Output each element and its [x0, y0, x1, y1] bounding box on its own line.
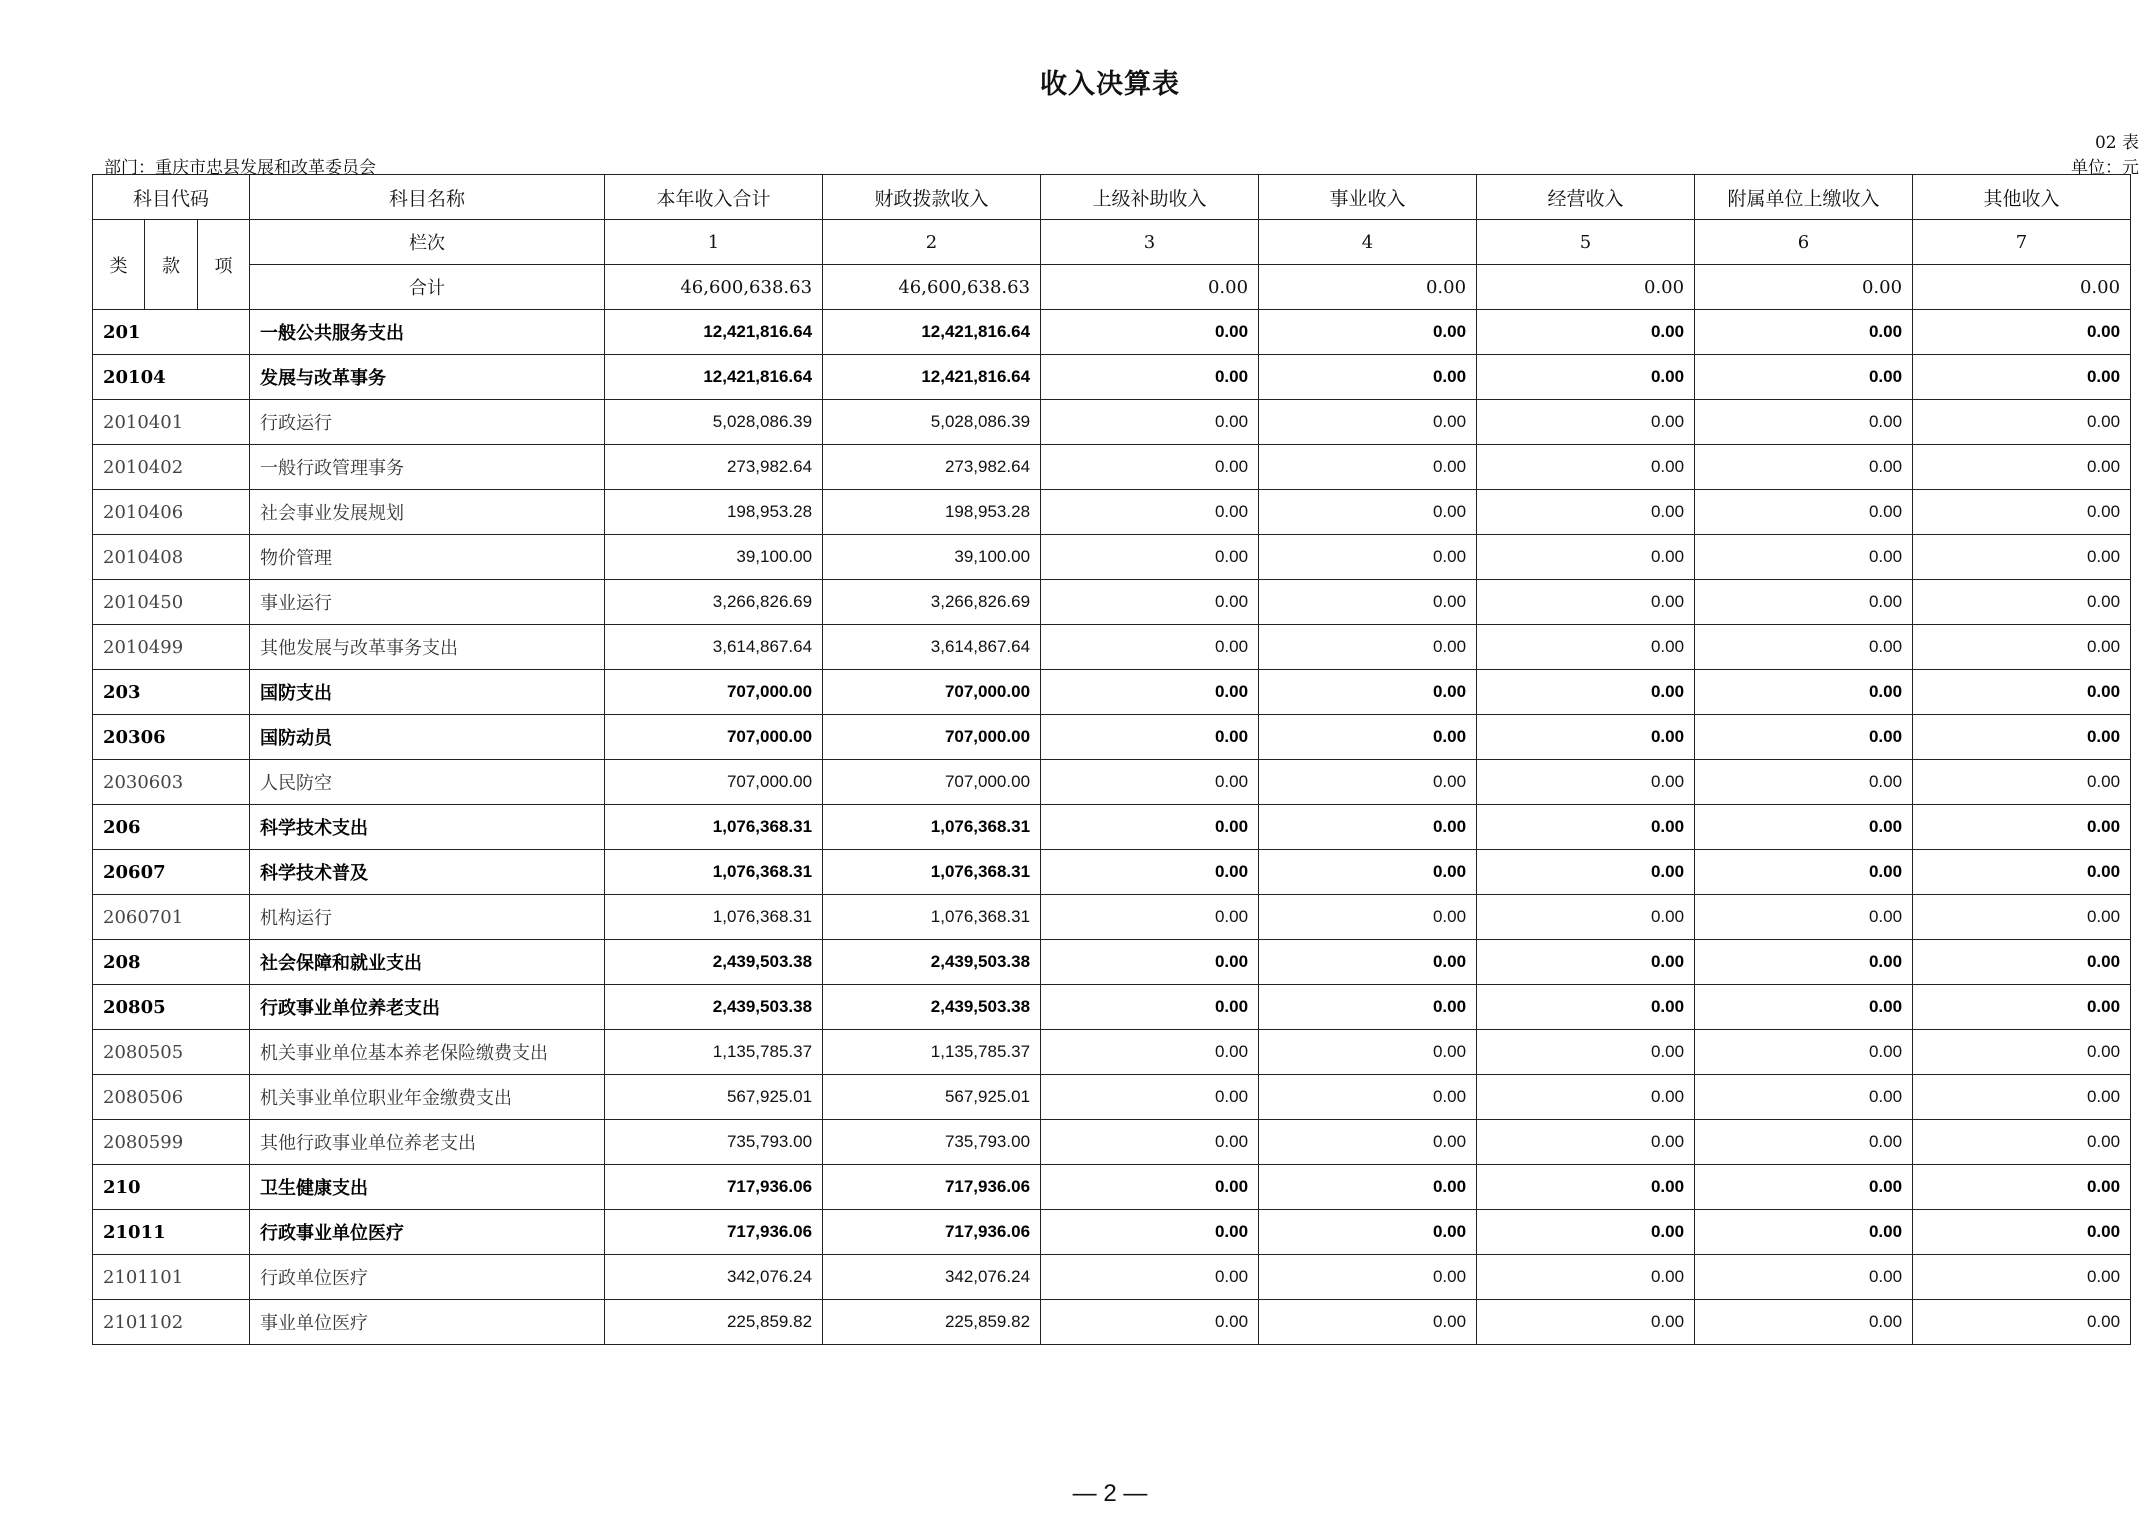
row-value: 0.00	[1477, 1165, 1695, 1210]
row-value: 0.00	[1913, 580, 2131, 625]
row-name: 机关事业单位基本养老保险缴费支出	[250, 1030, 605, 1075]
row-name: 卫生健康支出	[250, 1165, 605, 1210]
row-value: 0.00	[1695, 355, 1913, 400]
header-code: 科目代码	[93, 175, 250, 220]
row-value: 0.00	[1259, 850, 1477, 895]
row-code: 2080506	[93, 1075, 250, 1120]
row-value: 0.00	[1041, 895, 1259, 940]
row-value: 0.00	[1041, 760, 1259, 805]
row-value: 0.00	[1259, 940, 1477, 985]
row-value: 3,614,867.64	[823, 625, 1041, 670]
row-value: 0.00	[1913, 490, 2131, 535]
row-value: 0.00	[1259, 760, 1477, 805]
row-value: 0.00	[1695, 1075, 1913, 1120]
header-col-5: 经营收入	[1477, 175, 1695, 220]
row-value: 0.00	[1695, 1120, 1913, 1165]
row-code: 2080505	[93, 1030, 250, 1075]
row-name: 行政事业单位养老支出	[250, 985, 605, 1030]
row-value: 0.00	[1259, 490, 1477, 535]
row-value: 707,000.00	[605, 715, 823, 760]
total-row	[93, 265, 2131, 310]
row-value: 273,982.64	[605, 445, 823, 490]
row-code: 2010406	[93, 490, 250, 535]
row-value: 735,793.00	[605, 1120, 823, 1165]
row-name: 国防支出	[250, 670, 605, 715]
row-value: 225,859.82	[605, 1300, 823, 1345]
row-name: 物价管理	[250, 535, 605, 580]
table-row	[93, 1210, 2131, 1255]
row-value: 0.00	[1913, 1165, 2131, 1210]
row-value: 1,076,368.31	[605, 850, 823, 895]
table-row	[93, 940, 2131, 985]
row-value: 0.00	[1259, 535, 1477, 580]
header-col-6: 附属单位上缴收入	[1695, 175, 1913, 220]
row-value: 0.00	[1695, 670, 1913, 715]
row-value: 3,266,826.69	[823, 580, 1041, 625]
table-row	[93, 535, 2131, 580]
row-value: 0.00	[1913, 850, 2131, 895]
row-value: 0.00	[1041, 715, 1259, 760]
row-code: 2010401	[93, 400, 250, 445]
row-code: 2101102	[93, 1300, 250, 1345]
row-name: 机构运行	[250, 895, 605, 940]
table-row	[93, 1255, 2131, 1300]
row-value: 0.00	[1477, 400, 1695, 445]
row-value: 0.00	[1259, 1165, 1477, 1210]
row-value: 0.00	[1913, 940, 2131, 985]
row-name: 事业运行	[250, 580, 605, 625]
row-value: 0.00	[1041, 310, 1259, 355]
row-value: 735,793.00	[823, 1120, 1041, 1165]
row-value: 0.00	[1041, 1210, 1259, 1255]
table-row	[93, 1300, 2131, 1345]
row-code: 210	[93, 1165, 250, 1210]
row-value: 0.00	[1695, 490, 1913, 535]
row-value: 3,266,826.69	[605, 580, 823, 625]
row-value: 717,936.06	[823, 1165, 1041, 1210]
row-name: 社会事业发展规划	[250, 490, 605, 535]
header-name: 科目名称	[250, 175, 605, 220]
table-row	[93, 490, 2131, 535]
table-row	[93, 805, 2131, 850]
header-xiang: 项	[198, 220, 250, 310]
row-value: 0.00	[1477, 1030, 1695, 1075]
row-value: 0.00	[1041, 490, 1259, 535]
header-col-3: 上级补助收入	[1041, 175, 1259, 220]
row-value: 3,614,867.64	[605, 625, 823, 670]
table-row	[93, 850, 2131, 895]
row-value: 707,000.00	[605, 760, 823, 805]
row-value: 0.00	[1695, 1210, 1913, 1255]
row-value: 12,421,816.64	[823, 310, 1041, 355]
row-value: 0.00	[1695, 715, 1913, 760]
row-value: 0.00	[1695, 760, 1913, 805]
row-value: 0.00	[1695, 580, 1913, 625]
row-value: 707,000.00	[605, 670, 823, 715]
row-value: 0.00	[1041, 1120, 1259, 1165]
row-name: 行政事业单位医疗	[250, 1210, 605, 1255]
row-code: 2010402	[93, 445, 250, 490]
row-value: 717,936.06	[605, 1210, 823, 1255]
row-name: 一般行政管理事务	[250, 445, 605, 490]
page-number: — 2 —	[1072, 1480, 1148, 1507]
row-value: 12,421,816.64	[823, 355, 1041, 400]
table-row	[93, 715, 2131, 760]
row-value: 0.00	[1477, 1255, 1695, 1300]
row-value: 0.00	[1259, 715, 1477, 760]
row-value: 0.00	[1913, 895, 2131, 940]
row-value: 0.00	[1913, 535, 2131, 580]
row-value: 0.00	[1041, 805, 1259, 850]
header-col-1: 本年收入合计	[605, 175, 823, 220]
row-value: 2,439,503.38	[605, 985, 823, 1030]
table-body	[93, 310, 2131, 1345]
table-row	[93, 670, 2131, 715]
department-label: 部门：重庆市忠县发展和改革委员会	[104, 158, 376, 178]
header-col-4: 事业收入	[1259, 175, 1477, 220]
row-value: 0.00	[1913, 1300, 2131, 1345]
table-row	[93, 895, 2131, 940]
row-value: 0.00	[1041, 985, 1259, 1030]
row-code: 201	[93, 310, 250, 355]
column-number-row	[93, 220, 2131, 265]
row-value: 0.00	[1477, 535, 1695, 580]
row-value: 0.00	[1695, 850, 1913, 895]
row-value: 1,135,785.37	[605, 1030, 823, 1075]
row-code: 2010450	[93, 580, 250, 625]
table-row	[93, 1030, 2131, 1075]
row-value: 0.00	[1259, 805, 1477, 850]
row-code: 20306	[93, 715, 250, 760]
row-value: 0.00	[1913, 310, 2131, 355]
table-row	[93, 985, 2131, 1030]
row-value: 0.00	[1041, 625, 1259, 670]
row-value: 0.00	[1259, 1255, 1477, 1300]
header-col-7: 其他收入	[1913, 175, 2131, 220]
row-value: 0.00	[1041, 1255, 1259, 1300]
row-value: 0.00	[1695, 985, 1913, 1030]
row-value: 0.00	[1259, 670, 1477, 715]
row-value: 0.00	[1259, 1210, 1477, 1255]
total-value: 46,600,638.63	[605, 265, 823, 310]
row-name: 事业单位医疗	[250, 1300, 605, 1345]
col-number-3: 3	[1041, 220, 1259, 265]
row-value: 198,953.28	[605, 490, 823, 535]
row-value: 0.00	[1695, 1165, 1913, 1210]
row-value: 0.00	[1913, 985, 2131, 1030]
col-number-7: 7	[1913, 220, 2131, 265]
row-value: 0.00	[1913, 625, 2131, 670]
col-number-2: 2	[823, 220, 1041, 265]
row-code: 2010408	[93, 535, 250, 580]
table-row	[93, 625, 2131, 670]
row-value: 0.00	[1041, 850, 1259, 895]
table-row	[93, 1075, 2131, 1120]
row-value: 1,076,368.31	[823, 850, 1041, 895]
header-col-2: 财政拨款收入	[823, 175, 1041, 220]
row-value: 0.00	[1477, 1120, 1695, 1165]
total-value: 0.00	[1695, 265, 1913, 310]
col-number-5: 5	[1477, 220, 1695, 265]
row-name: 一般公共服务支出	[250, 310, 605, 355]
row-value: 0.00	[1477, 355, 1695, 400]
row-code: 2010499	[93, 625, 250, 670]
total-label: 合计	[250, 265, 605, 310]
row-value: 0.00	[1041, 1300, 1259, 1345]
row-value: 0.00	[1695, 940, 1913, 985]
row-value: 0.00	[1259, 580, 1477, 625]
row-name: 行政运行	[250, 400, 605, 445]
row-value: 39,100.00	[605, 535, 823, 580]
row-code: 20805	[93, 985, 250, 1030]
table-row	[93, 1120, 2131, 1165]
table-row	[93, 580, 2131, 625]
row-value: 12,421,816.64	[605, 310, 823, 355]
row-value: 2,439,503.38	[823, 985, 1041, 1030]
row-value: 0.00	[1695, 1255, 1913, 1300]
table-number: 02 表	[2094, 133, 2139, 153]
row-value: 0.00	[1477, 580, 1695, 625]
row-code: 20104	[93, 355, 250, 400]
row-value: 0.00	[1695, 625, 1913, 670]
row-code: 2080599	[93, 1120, 250, 1165]
row-value: 0.00	[1041, 1075, 1259, 1120]
table-row	[93, 1165, 2131, 1210]
row-value: 0.00	[1477, 310, 1695, 355]
row-value: 0.00	[1695, 445, 1913, 490]
row-value: 0.00	[1041, 670, 1259, 715]
header-lanci: 栏次	[250, 220, 605, 265]
row-value: 0.00	[1477, 805, 1695, 850]
table-row	[93, 310, 2131, 355]
page-title: 收入决算表	[1040, 69, 1180, 100]
header-row	[93, 175, 2131, 220]
row-value: 0.00	[1477, 1075, 1695, 1120]
row-name: 机关事业单位职业年金缴费支出	[250, 1075, 605, 1120]
row-value: 0.00	[1695, 1030, 1913, 1075]
row-value: 0.00	[1259, 310, 1477, 355]
row-value: 225,859.82	[823, 1300, 1041, 1345]
row-value: 0.00	[1041, 1030, 1259, 1075]
unit-label: 单位：元	[2071, 158, 2139, 178]
row-value: 12,421,816.64	[605, 355, 823, 400]
row-value: 0.00	[1913, 1030, 2131, 1075]
row-value: 0.00	[1477, 1300, 1695, 1345]
row-value: 0.00	[1913, 805, 2131, 850]
row-value: 0.00	[1913, 715, 2131, 760]
row-value: 0.00	[1695, 895, 1913, 940]
table-row	[93, 760, 2131, 805]
row-value: 0.00	[1259, 355, 1477, 400]
row-value: 707,000.00	[823, 760, 1041, 805]
row-value: 0.00	[1041, 445, 1259, 490]
row-value: 0.00	[1477, 850, 1695, 895]
total-value: 46,600,638.63	[823, 265, 1041, 310]
row-value: 1,135,785.37	[823, 1030, 1041, 1075]
row-value: 0.00	[1259, 625, 1477, 670]
header-lei: 类	[93, 220, 145, 310]
row-value: 707,000.00	[823, 670, 1041, 715]
row-value: 0.00	[1041, 355, 1259, 400]
row-value: 0.00	[1477, 670, 1695, 715]
row-value: 717,936.06	[823, 1210, 1041, 1255]
row-value: 0.00	[1913, 670, 2131, 715]
row-value: 0.00	[1259, 1300, 1477, 1345]
row-value: 0.00	[1913, 445, 2131, 490]
row-value: 273,982.64	[823, 445, 1041, 490]
col-number-6: 6	[1695, 220, 1913, 265]
row-value: 1,076,368.31	[605, 805, 823, 850]
row-value: 0.00	[1477, 445, 1695, 490]
row-value: 717,936.06	[605, 1165, 823, 1210]
row-value: 0.00	[1477, 760, 1695, 805]
row-value: 0.00	[1477, 985, 1695, 1030]
row-value: 0.00	[1913, 1210, 2131, 1255]
row-value: 707,000.00	[823, 715, 1041, 760]
income-table	[92, 174, 2131, 1345]
total-value: 0.00	[1477, 265, 1695, 310]
row-value: 0.00	[1041, 580, 1259, 625]
col-number-1: 1	[605, 220, 823, 265]
header-kuan: 款	[145, 220, 198, 310]
row-code: 208	[93, 940, 250, 985]
row-value: 567,925.01	[823, 1075, 1041, 1120]
row-name: 科学技术普及	[250, 850, 605, 895]
row-value: 0.00	[1259, 1120, 1477, 1165]
total-value: 0.00	[1259, 265, 1477, 310]
table-row	[93, 355, 2131, 400]
row-value: 39,100.00	[823, 535, 1041, 580]
total-value: 0.00	[1913, 265, 2131, 310]
row-value: 2,439,503.38	[823, 940, 1041, 985]
row-value: 0.00	[1913, 760, 2131, 805]
row-code: 2060701	[93, 895, 250, 940]
row-value: 0.00	[1695, 535, 1913, 580]
row-name: 行政单位医疗	[250, 1255, 605, 1300]
row-value: 0.00	[1477, 940, 1695, 985]
row-value: 0.00	[1913, 1075, 2131, 1120]
row-code: 2101101	[93, 1255, 250, 1300]
row-value: 0.00	[1259, 895, 1477, 940]
row-value: 0.00	[1259, 985, 1477, 1030]
row-value: 567,925.01	[605, 1075, 823, 1120]
row-code: 203	[93, 670, 250, 715]
row-name: 社会保障和就业支出	[250, 940, 605, 985]
row-value: 0.00	[1477, 490, 1695, 535]
row-name: 人民防空	[250, 760, 605, 805]
row-code: 20607	[93, 850, 250, 895]
row-value: 0.00	[1259, 400, 1477, 445]
row-name: 其他行政事业单位养老支出	[250, 1120, 605, 1165]
row-name: 国防动员	[250, 715, 605, 760]
table-row	[93, 400, 2131, 445]
row-value: 0.00	[1477, 715, 1695, 760]
row-value: 1,076,368.31	[823, 805, 1041, 850]
row-value: 0.00	[1695, 310, 1913, 355]
col-number-4: 4	[1259, 220, 1477, 265]
row-value: 0.00	[1041, 940, 1259, 985]
row-value: 0.00	[1259, 1030, 1477, 1075]
row-value: 342,076.24	[823, 1255, 1041, 1300]
row-value: 5,028,086.39	[823, 400, 1041, 445]
row-value: 0.00	[1041, 1165, 1259, 1210]
row-name: 其他发展与改革事务支出	[250, 625, 605, 670]
row-value: 342,076.24	[605, 1255, 823, 1300]
row-code: 2030603	[93, 760, 250, 805]
row-value: 0.00	[1695, 1300, 1913, 1345]
row-value: 198,953.28	[823, 490, 1041, 535]
row-name: 发展与改革事务	[250, 355, 605, 400]
row-value: 0.00	[1695, 805, 1913, 850]
row-value: 0.00	[1477, 625, 1695, 670]
table-row	[93, 445, 2131, 490]
row-code: 206	[93, 805, 250, 850]
row-value: 1,076,368.31	[605, 895, 823, 940]
row-value: 0.00	[1913, 355, 2131, 400]
row-value: 0.00	[1913, 1255, 2131, 1300]
row-name: 科学技术支出	[250, 805, 605, 850]
row-value: 0.00	[1259, 1075, 1477, 1120]
row-code: 21011	[93, 1210, 250, 1255]
row-value: 2,439,503.38	[605, 940, 823, 985]
row-value: 1,076,368.31	[823, 895, 1041, 940]
row-value: 0.00	[1259, 445, 1477, 490]
row-value: 0.00	[1477, 1210, 1695, 1255]
row-value: 0.00	[1477, 895, 1695, 940]
row-value: 0.00	[1041, 535, 1259, 580]
row-value: 0.00	[1913, 400, 2131, 445]
row-value: 0.00	[1913, 1120, 2131, 1165]
total-value: 0.00	[1041, 265, 1259, 310]
row-value: 0.00	[1041, 400, 1259, 445]
row-value: 0.00	[1695, 400, 1913, 445]
row-value: 5,028,086.39	[605, 400, 823, 445]
